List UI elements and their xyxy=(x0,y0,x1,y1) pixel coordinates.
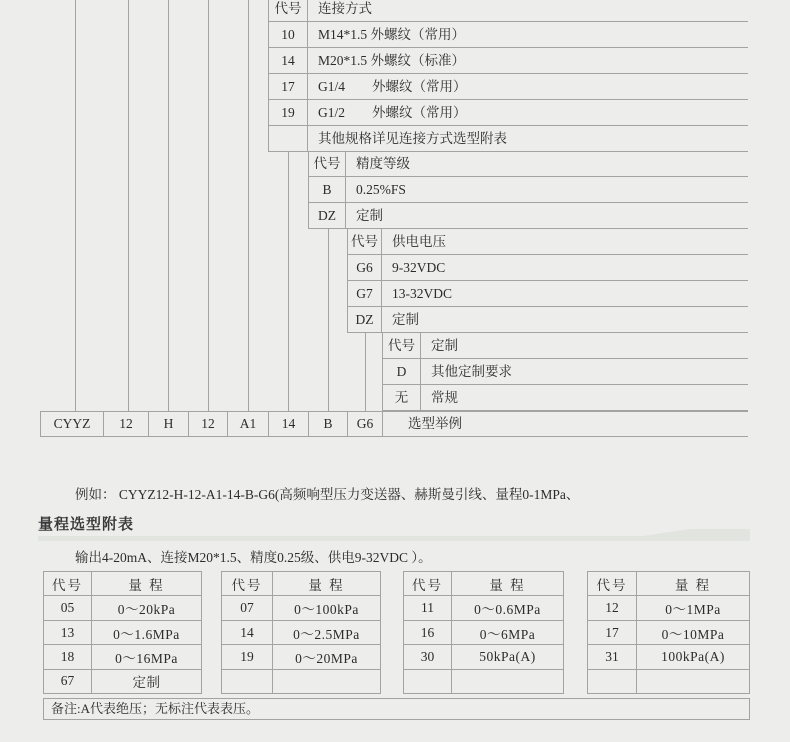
connector-line-b xyxy=(328,229,329,411)
table-row xyxy=(404,645,563,669)
range-cell: 100kPa(A) xyxy=(661,648,725,664)
code-header-cell: 代号 xyxy=(44,572,92,595)
connector-line-14 xyxy=(288,151,289,411)
connector-line-a1 xyxy=(248,0,249,411)
connector-line-12b xyxy=(208,0,209,411)
example-line-2: 输出4-20mA、连接M20*1.5、精度0.25级、供电9-32VDC ）。 xyxy=(75,550,432,565)
code-cell: D xyxy=(383,359,421,384)
model-code-cell: H xyxy=(149,412,189,436)
category-header-cell: 定制 xyxy=(431,338,458,353)
table-row xyxy=(44,596,201,620)
range-cell xyxy=(452,670,563,693)
model-code-row xyxy=(40,411,748,437)
range-table-3 xyxy=(403,571,564,694)
code-header-cell: 代号 xyxy=(222,572,273,595)
range-cell: 0～1.6MPa xyxy=(113,626,180,642)
code-cell: 14 xyxy=(269,48,308,73)
value-cell: 常规 xyxy=(431,390,458,405)
range-cell xyxy=(273,670,380,693)
code-cell: 13 xyxy=(44,621,92,644)
range-table-4 xyxy=(587,571,750,694)
connector-line-g6 xyxy=(365,333,366,411)
table-header-row xyxy=(588,572,749,596)
category-header-cell: 连接方式 xyxy=(318,1,372,16)
model-code-cell: A1 xyxy=(228,412,269,436)
code-cell: 05 xyxy=(44,596,92,619)
table-row xyxy=(383,385,748,411)
table-row xyxy=(348,307,748,333)
code-cell: 无 xyxy=(383,385,421,410)
code-cell: 19 xyxy=(222,645,273,668)
code-header-cell: 代号 xyxy=(309,151,346,176)
range-cell: 定制 xyxy=(132,675,161,691)
code-header-cell: 代号 xyxy=(348,229,382,254)
range-header-cell: 量 程 xyxy=(489,577,526,593)
range-cell: 0～0.6MPa xyxy=(474,602,541,618)
table-row xyxy=(222,596,380,620)
code-cell xyxy=(222,670,273,693)
model-code-cell: 12 xyxy=(104,412,149,436)
category-header-cell: 精度等级 xyxy=(356,156,410,171)
table-row xyxy=(269,74,748,100)
table-header-row xyxy=(222,572,380,596)
customization-table xyxy=(382,333,748,411)
value-cell: G1/2 外螺纹（常用） xyxy=(318,105,467,120)
model-code-cell: 14 xyxy=(269,412,309,436)
table-row xyxy=(588,645,749,669)
code-cell: DZ xyxy=(309,203,346,228)
example-label-cell: 选型举例 xyxy=(408,416,462,431)
code-cell: 07 xyxy=(222,596,273,619)
range-cell xyxy=(637,670,749,693)
range-cell: 0～6MPa xyxy=(479,626,536,642)
table-row xyxy=(404,596,563,620)
value-cell: 13-32VDC xyxy=(392,286,452,301)
value-cell: 其他规格详见连接方式选型附表 xyxy=(318,131,507,146)
range-table-1 xyxy=(43,571,202,694)
table-row xyxy=(588,621,749,645)
range-cell: 50kPa(A) xyxy=(479,648,536,664)
code-cell: 31 xyxy=(588,645,637,668)
code-cell: DZ xyxy=(348,307,382,332)
range-cell: 0～100kPa xyxy=(294,602,359,618)
range-cell: 0～20kPa xyxy=(117,602,176,618)
table-row xyxy=(222,645,380,669)
model-code-cell: 12 xyxy=(189,412,228,436)
code-header-cell: 代号 xyxy=(269,0,308,21)
table-header-row xyxy=(348,229,748,255)
code-cell: 16 xyxy=(404,621,452,644)
range-section-title: 量程选型附表 xyxy=(38,516,135,533)
connector-line-h xyxy=(168,0,169,411)
table-row xyxy=(348,281,748,307)
accuracy-grade-table xyxy=(308,151,748,229)
value-cell: 9-32VDC xyxy=(392,260,446,275)
table-header-row xyxy=(383,333,748,359)
code-cell: 10 xyxy=(269,22,308,47)
category-header-cell: 供电电压 xyxy=(392,234,446,249)
value-cell: 其他定制要求 xyxy=(431,364,512,379)
code-cell xyxy=(269,126,308,151)
code-cell: B xyxy=(309,177,346,202)
code-cell: G7 xyxy=(348,281,382,306)
code-cell: 19 xyxy=(269,100,308,125)
table-row xyxy=(269,22,748,48)
table-header-row xyxy=(269,0,748,22)
code-header-cell: 代号 xyxy=(383,333,421,358)
table-row xyxy=(44,670,201,693)
model-code-cell: B xyxy=(309,412,348,436)
table-row xyxy=(588,596,749,620)
table-row xyxy=(44,621,201,645)
connector-line-cyyz xyxy=(75,0,76,411)
table-row xyxy=(269,48,748,74)
table-row xyxy=(309,177,748,203)
table-row xyxy=(348,255,748,281)
table-header-row xyxy=(404,572,563,596)
table-row xyxy=(44,645,201,669)
model-code-cell: G6 xyxy=(348,412,383,436)
code-cell xyxy=(404,670,452,693)
code-header-cell: 代号 xyxy=(404,572,452,595)
code-cell: G6 xyxy=(348,255,382,280)
table-row xyxy=(404,670,563,693)
code-header-cell: 代号 xyxy=(588,572,637,595)
connector-line-12a xyxy=(128,0,129,411)
code-cell xyxy=(588,670,637,693)
range-cell: 0～1MPa xyxy=(665,602,721,618)
code-cell: 18 xyxy=(44,645,92,668)
range-cell: 0～10MPa xyxy=(661,626,725,642)
connection-type-table xyxy=(268,0,748,152)
range-header-cell: 量 程 xyxy=(308,577,345,593)
code-cell: 12 xyxy=(588,596,637,619)
range-cell: 0～2.5MPa xyxy=(293,626,360,642)
value-cell: M20*1.5 外螺纹（标准） xyxy=(318,53,466,68)
range-table-2 xyxy=(221,571,381,694)
example-line-1: 例如： CYYZ12-H-12-A1-14-B-G6(高频响型压力变送器、赫斯曼引线、量程0-1MPa、 xyxy=(75,487,580,502)
table-row xyxy=(588,670,749,693)
code-cell: 14 xyxy=(222,621,273,644)
table-row xyxy=(309,203,748,229)
value-cell: 0.25%FS xyxy=(356,182,406,197)
value-cell: 定制 xyxy=(392,312,419,327)
code-cell: 67 xyxy=(44,670,92,693)
value-cell: 定制 xyxy=(356,208,383,223)
value-cell: M14*1.5 外螺纹（常用） xyxy=(318,27,466,42)
table-row xyxy=(269,126,748,152)
code-cell: 30 xyxy=(404,645,452,668)
table-row xyxy=(383,359,748,385)
range-header-cell: 量 程 xyxy=(674,577,712,593)
table-row xyxy=(269,100,748,126)
table-row xyxy=(222,670,380,693)
model-code-cell: CYYZ xyxy=(41,412,104,436)
range-cell: 0～16MPa xyxy=(115,650,178,666)
code-cell: 11 xyxy=(404,596,452,619)
code-cell: 17 xyxy=(588,621,637,644)
remark-note: 备注:A代表绝压；无标注代表表压。 xyxy=(43,698,750,720)
code-cell: 17 xyxy=(269,74,308,99)
range-cell: 0～20MPa xyxy=(295,650,358,666)
supply-voltage-table xyxy=(347,229,748,333)
value-cell: G1/4 外螺纹（常用） xyxy=(318,79,467,94)
table-header-row xyxy=(44,572,201,596)
range-header-cell: 量 程 xyxy=(128,577,165,593)
table-row xyxy=(404,621,563,645)
table-row xyxy=(222,621,380,645)
table-header-row xyxy=(309,151,748,177)
